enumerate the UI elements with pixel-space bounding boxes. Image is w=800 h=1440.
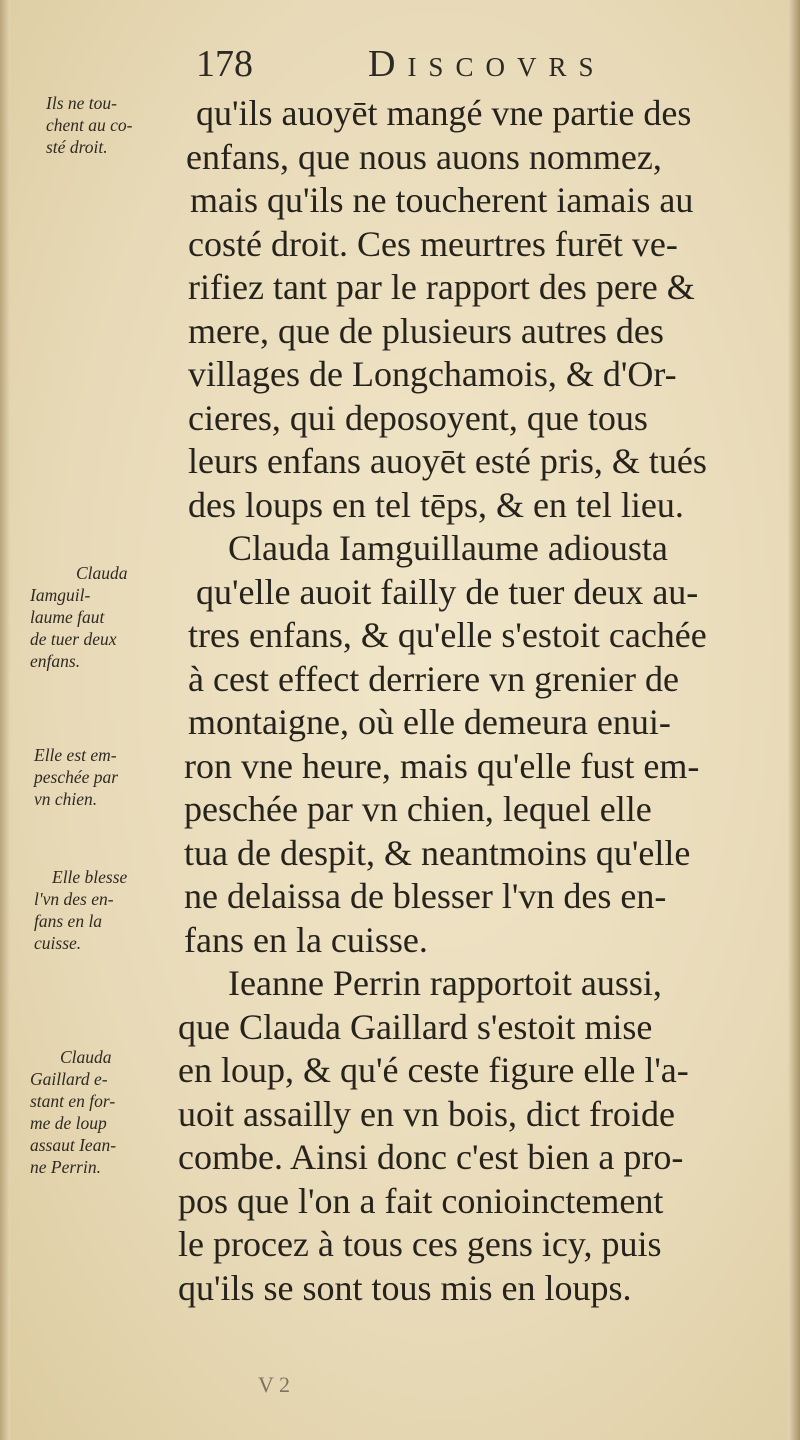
margin-note-line: assaut Iean-: [30, 1135, 117, 1155]
text-line: qu'ils se sont tous mis en loups.: [178, 1267, 632, 1308]
margin-note-line: Elle est em-: [34, 745, 117, 765]
page-header: [196, 42, 756, 92]
text-line: combe. Ainsi donc c'est bien a pro-: [178, 1137, 684, 1177]
text-line: que Clauda Gaillard s'estoit mise: [178, 1006, 653, 1047]
page-gutter-left: [0, 0, 10, 1440]
text-line: uoit assailly en vn bois, dict froide: [178, 1093, 675, 1134]
text-line: enfans, que nous auons nommez,: [186, 136, 662, 177]
text-line: ne delaissa de blesser l'vn des en-: [184, 876, 667, 916]
margin-note-line: laume faut: [30, 607, 105, 627]
margin-note-line: Iamguil-: [30, 585, 91, 605]
margin-note-line: chent au co-: [46, 115, 133, 135]
margin-note-line: ne Perrin.: [30, 1157, 101, 1177]
text-line: en loup, & qu'é ceste figure elle l'a-: [178, 1050, 689, 1090]
margin-note: [46, 92, 133, 158]
margin-note-line: vn chien.: [34, 789, 98, 809]
text-line: villages de Longchamois, & d'Or-: [188, 354, 677, 394]
margin-note-line: enfans.: [30, 651, 81, 671]
margin-note: [34, 866, 127, 954]
signature-mark: V 2: [258, 1372, 290, 1397]
text-line: fans en la cuisse.: [184, 919, 428, 960]
text-line: mere, que de plusieurs autres des: [188, 310, 664, 351]
margin-note-line: de tuer deux: [30, 629, 117, 649]
margin-note-line: cuisse.: [34, 933, 82, 953]
margin-note: [34, 744, 118, 810]
text-line: tres enfans, & qu'elle s'estoit cachée: [188, 615, 707, 655]
page-edge-right: [788, 0, 800, 1440]
text-line-paragraph-start: Clauda Iamguillaume adiousta: [228, 528, 668, 568]
body-text: [178, 92, 778, 1310]
margin-note-line: l'vn des en-: [34, 889, 114, 909]
margin-note: [30, 1046, 116, 1178]
margin-note-line: fans en la: [34, 911, 103, 931]
text-line: ron vne heure, mais qu'elle fust em-: [184, 745, 700, 786]
running-head: Discovrs: [368, 43, 606, 85]
text-line: à cest effect derriere vn grenier de: [188, 658, 680, 699]
text-line: des loups en tel tēps, & en tel lieu.: [188, 484, 684, 525]
text-line: rifiez tant par le rapport des pere &: [188, 267, 695, 307]
text-line: peschée par vn chien, lequel elle: [184, 789, 652, 829]
page-number: 178: [196, 43, 253, 85]
text-line: mais qu'ils ne toucherent iamais au: [190, 180, 694, 220]
margin-note-line: Clauda: [76, 563, 128, 583]
text-line: qu'elle auoit failly de tuer deux au-: [196, 571, 699, 612]
text-line: tua de despit, & neantmoins qu'elle: [184, 832, 691, 873]
margin-note-line: me de loup: [30, 1113, 107, 1133]
text-line: costé droit. Ces meurtres furēt ve-: [188, 223, 678, 264]
text-line: montaigne, où elle demeura enui-: [188, 702, 671, 742]
margin-note-line: Claudа: [60, 1047, 112, 1067]
margin-note-line: stant en for-: [30, 1091, 116, 1111]
margin-note: [30, 562, 128, 672]
margin-note-line: Elle blesse: [52, 867, 128, 887]
margin-note-line: Gaillard e-: [30, 1069, 108, 1089]
text-line: pos que l'on a fait conioinctement: [178, 1180, 664, 1221]
text-line-paragraph-start: Ieanne Perrin rapportoit aussi,: [228, 963, 662, 1003]
margin-note-line: Ils ne tou-: [46, 93, 117, 113]
text-line: le procez à tous ces gens icy, puis: [178, 1224, 662, 1264]
text-line: leurs enfans auoyēt esté pris, & tués: [188, 441, 707, 481]
text-line: cieres, qui deposoyent, que tous: [188, 397, 648, 438]
margin-note-line: peschée par: [34, 767, 119, 787]
text-line: qu'ils auoyēt mangé vne partie des: [196, 93, 692, 133]
margin-note-line: sté droit.: [46, 137, 108, 157]
